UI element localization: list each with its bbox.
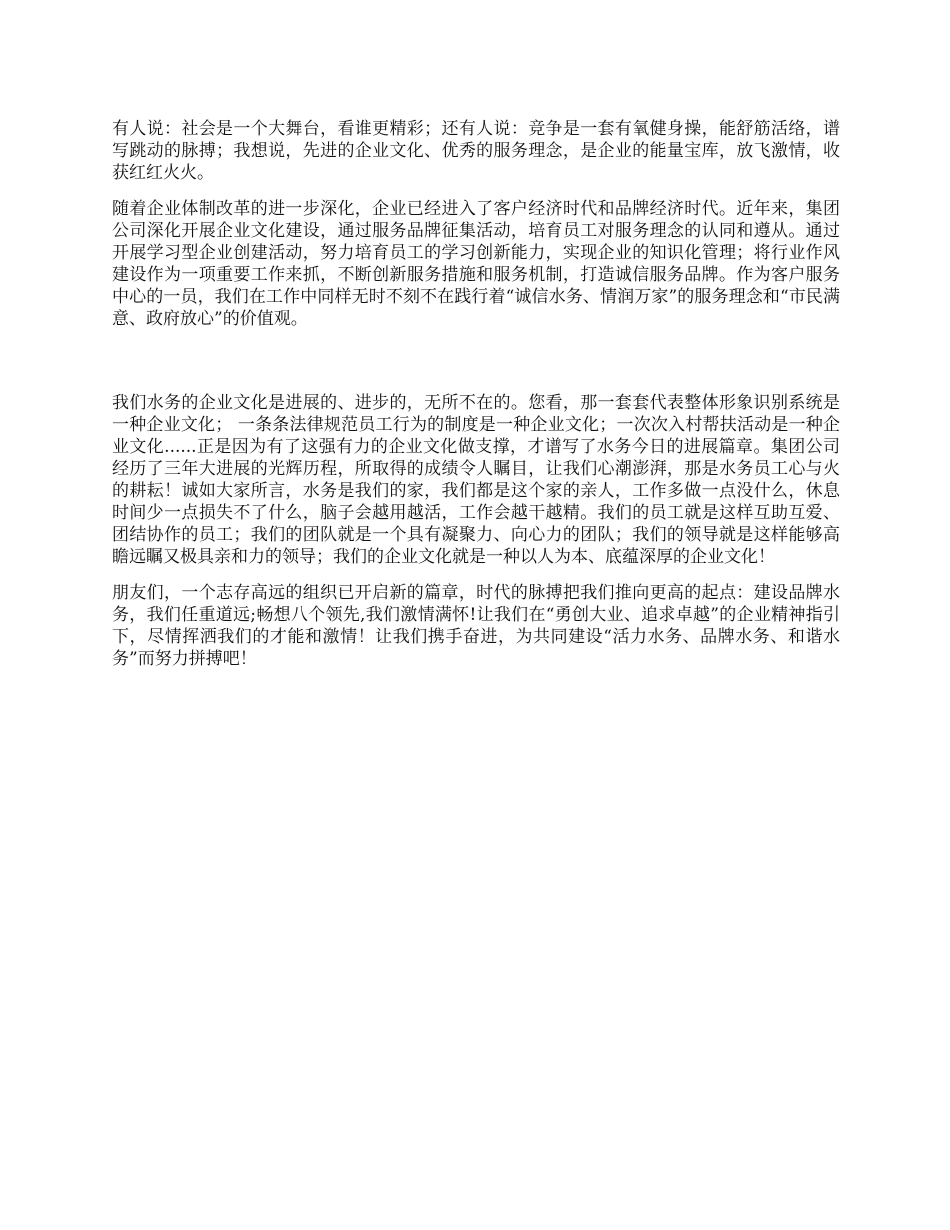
paragraph-closing: 朋友们，一个志存高远的组织已开启新的篇章，时代的脉搏把我们推向更高的起点：建设品牌水务，我们任重道远;畅想八个领先,我们激情满怀!让我们在“勇创大业、追求卓越”的企业精神指引下，尽情挥洒我们的才能和激情！让我们携手奋进，为共同建设“活力水务、品牌水务、和谐水务”而努力拼搏吧！ [112,583,840,669]
paragraph-reform: 随着企业体制改革的进一步深化，企业已经进入了客户经济时代和品牌经济时代。近年来，集团公司深化开展企业文化建设，通过服务品牌征集活动，培育员工对服务理念的认同和遵从。通过开展学习型企业创建活动，努力培育员工的学习创新能力，实现企业的知识化管理；将行业作风建设作为一项重要工作来抓，不断创新服务措施和服务机制，打造诚信服务品牌。作为客户服务中心的一员，我们在工作中同样无时不刻不在践行着“诚信水务、情润万家”的服务理念和“市民满意、政府放心”的价值观。 [112,199,840,329]
paragraph-spacer [112,568,840,582]
paragraph-intro: 有人说：社会是一个大舞台，看谁更精彩；还有人说：竞争是一套有氧健身操，能舒筋活络，谱写跳动的脉搏；我想说，先进的企业文化、优秀的服务理念，是企业的能量宝库，放飞激情，收获红红火火。 [112,119,840,183]
paragraph-culture: 我们水务的企业文化是进展的、进步的，无所不在的。您看，那一套套代表整体形象识别系统是一种企业文化； 一条条法律规范员工行为的制度是一种企业文化；一次次入村帮扶活动是一种企业文化......正是因为有了这强有力的企业文化做支撑，才谱写了水务今日的进展篇章。集团公司经历了三年大进展的光辉历程，所取得的成绩令人瞩目，让我们心潮澎湃，那是水务员工心与火的耕耘！诚如大家所言，水务是我们的家，我们都是这个家的亲人，工作多做一点没什么，休息时间少一点损失不了什么，脑子会越用越活，工作会越干越精。我们的员工就是这样互助互爱、团结协作的员工；我们的团队就是一个具有凝聚力、向心力的团队；我们的领导就是这样能够高瞻远瞩又极具亲和力的领导；我们的企业文化就是一种以人为本、底蕴深厚的企业文化！ [112,393,840,567]
paragraph-spacer [112,184,840,198]
document-body [112,118,840,670]
section-spacer [112,330,840,392]
